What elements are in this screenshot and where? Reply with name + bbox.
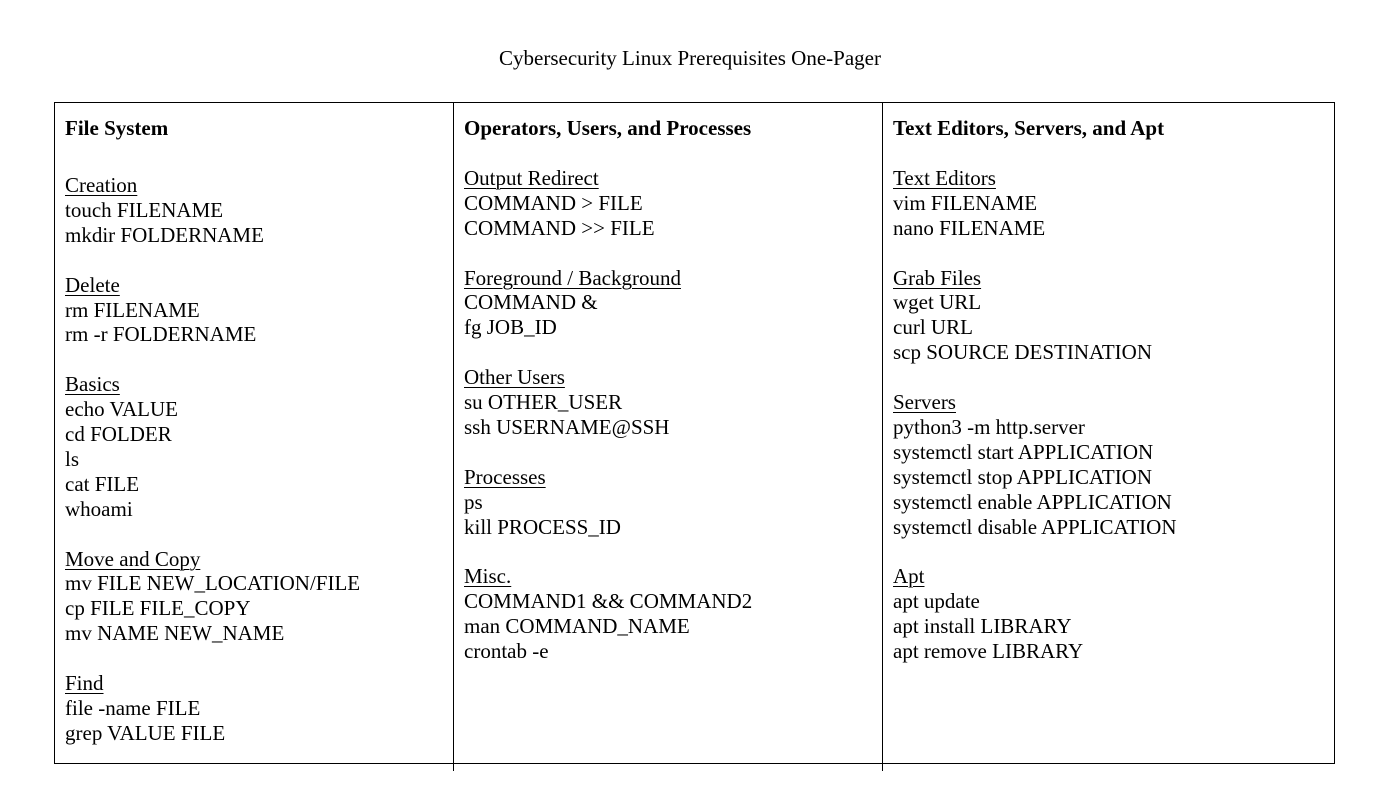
section-heading: Processes <box>464 464 546 489</box>
command-line: COMMAND1 && COMMAND2 <box>464 589 753 614</box>
command-line: python3 -m http.server <box>893 414 1085 439</box>
section-heading: Delete <box>65 272 120 297</box>
section-heading: Basics <box>65 372 120 397</box>
command-line: scp SOURCE DESTINATION <box>893 340 1152 365</box>
command-line: man COMMAND_NAME <box>464 614 690 639</box>
section-find <box>65 671 443 746</box>
section-basics <box>65 372 443 521</box>
command-line: COMMAND > FILE <box>464 190 643 215</box>
column-operators-users-processes <box>453 103 882 771</box>
section-delete <box>65 273 443 348</box>
command-line: crontab -e <box>464 639 549 664</box>
section-heading: Servers <box>893 390 956 415</box>
column-file-system <box>55 103 453 771</box>
section-grab-files <box>893 266 1324 366</box>
command-line: echo VALUE <box>65 397 178 422</box>
command-line: COMMAND & <box>464 290 598 315</box>
column-heading: Text Editors, Servers, and Apt <box>893 116 1165 140</box>
section-foreground-background <box>464 266 872 341</box>
command-line: touch FILENAME <box>65 197 224 222</box>
command-line: mv NAME NEW_NAME <box>65 621 285 646</box>
command-line: apt remove LIBRARY <box>893 639 1084 664</box>
section-heading: Output Redirect <box>464 165 599 190</box>
section-heading: Grab Files <box>893 265 982 290</box>
section-heading: Other Users <box>464 365 565 390</box>
command-line: ps <box>464 489 483 514</box>
command-line: ls <box>65 446 80 471</box>
section-heading: Foreground / Background <box>464 265 681 290</box>
command-line: mkdir FOLDERNAME <box>65 222 264 247</box>
section-heading: Apt <box>893 564 925 589</box>
section-heading: Find <box>65 671 104 696</box>
command-line: kill PROCESS_ID <box>464 514 621 539</box>
command-line: COMMAND >> FILE <box>464 215 655 240</box>
section-heading: Text Editors <box>893 165 996 190</box>
command-line: mv FILE NEW_LOCATION/FILE <box>65 571 361 596</box>
section-heading: Creation <box>65 173 138 197</box>
section-apt <box>893 564 1324 664</box>
command-line: rm -r FOLDERNAME <box>65 322 257 347</box>
command-line: rm FILENAME <box>65 297 200 322</box>
command-line: systemctl enable APPLICATION <box>893 489 1172 514</box>
section-other-users <box>464 365 872 440</box>
section-servers <box>893 390 1324 539</box>
section-misc <box>464 564 872 664</box>
command-line: curl URL <box>893 315 973 340</box>
command-line: systemctl start APPLICATION <box>893 439 1154 464</box>
command-line: whoami <box>65 496 133 521</box>
command-line: systemctl stop APPLICATION <box>893 464 1153 489</box>
section-move-and-copy <box>65 547 443 647</box>
command-line: su OTHER_USER <box>464 390 623 415</box>
cheatsheet-table <box>54 102 1335 764</box>
command-line: cp FILE FILE_COPY <box>65 596 251 621</box>
command-line: file -name FILE <box>65 695 201 720</box>
command-line: cat FILE <box>65 471 140 496</box>
command-line: vim FILENAME <box>893 190 1038 215</box>
command-line: systemctl disable APPLICATION <box>893 514 1177 539</box>
column-heading: File System <box>65 116 169 140</box>
command-line: grep VALUE FILE <box>65 720 226 745</box>
section-heading: Misc. <box>464 564 512 589</box>
command-line: apt update <box>893 589 980 614</box>
page-title: Cybersecurity Linux Prerequisites One-Pager <box>499 46 881 70</box>
section-heading: Move and Copy <box>65 546 201 571</box>
command-line: cd FOLDER <box>65 422 172 447</box>
section-processes <box>464 465 872 540</box>
command-line: fg JOB_ID <box>464 315 557 340</box>
command-line: apt install LIBRARY <box>893 614 1072 639</box>
column-text-editors-servers-apt <box>882 103 1334 771</box>
command-line: wget URL <box>893 290 982 315</box>
column-heading: Operators, Users, and Processes <box>464 116 752 140</box>
section-text-editors <box>893 166 1324 241</box>
command-line: nano FILENAME <box>893 215 1046 240</box>
section-output-redirect <box>464 166 872 241</box>
command-line: ssh USERNAME@SSH <box>464 414 670 439</box>
section-creation <box>65 173 443 248</box>
